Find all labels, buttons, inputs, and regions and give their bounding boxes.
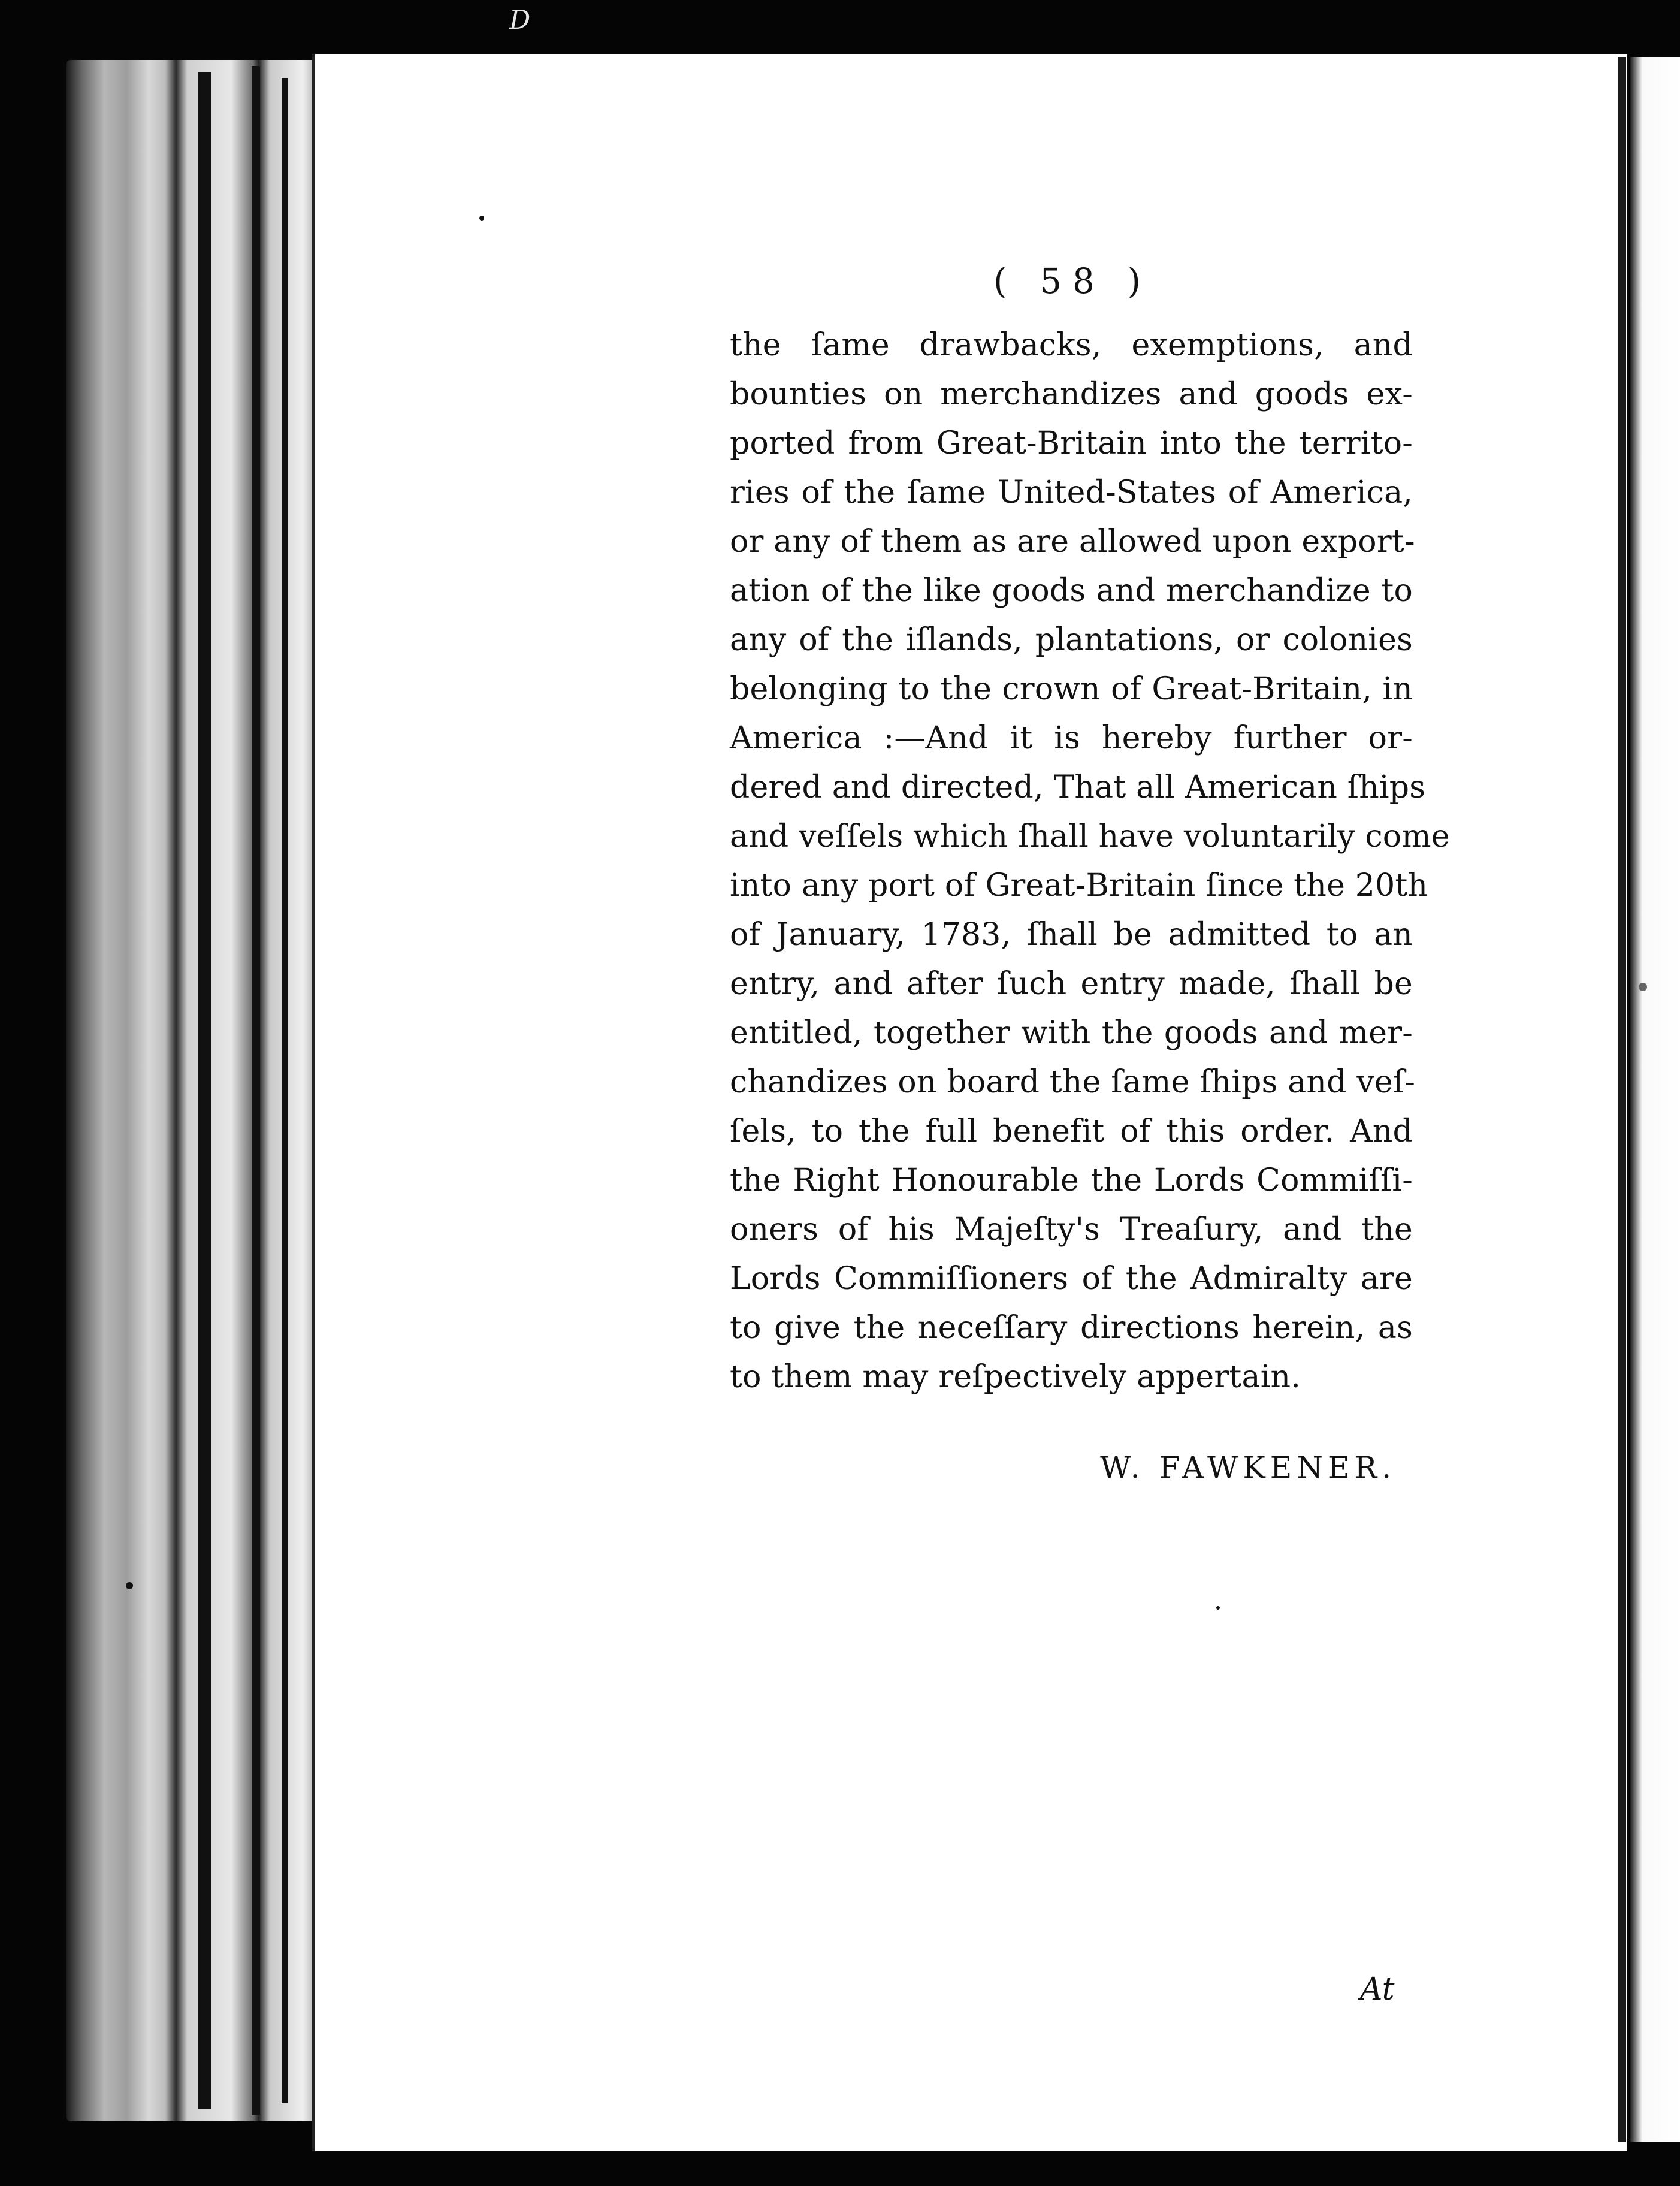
signature: W. FAWKENER. (1100, 1450, 1396, 1485)
text-line: the Right Honourable the Lords Commiſſi- (730, 1163, 1413, 1198)
text-line: any of the iſlands, plantations, or colonies (730, 622, 1413, 658)
text-line-last: to them may reſpectively appertain. (730, 1359, 1301, 1395)
facing-page-gutter (1618, 57, 1626, 2142)
text-line: entry, and after ſuch entry made, ſhall be (730, 966, 1413, 1002)
text-line: bounties on merchandizes and goods ex- (730, 376, 1413, 412)
text-line: Lords Commiſſioners of the Admiralty are (730, 1261, 1413, 1297)
text-line: and veſſels which ſhall have voluntarily come (730, 819, 1450, 855)
body-text (730, 321, 1450, 1402)
text-line: to give the neceſſary directions herein, as (730, 1310, 1413, 1346)
ink-speck (1216, 1606, 1220, 1610)
text-line: entitled, together with the goods and mer- (730, 1015, 1413, 1051)
text-line: the ſame drawbacks, exemptions, and (730, 327, 1413, 363)
text-line: dered and directed, That all American ſhips (730, 769, 1426, 805)
text-line: oners of his Majeſty's Treaſury, and the (730, 1212, 1413, 1248)
text-line: into any port of Great-Britain ſince the 20th (730, 868, 1428, 904)
spine-shadow-line (198, 72, 211, 2109)
catchword: At (1360, 1971, 1395, 2007)
facing-page-edge (1630, 57, 1680, 2142)
page-number: ( 58 ) (993, 261, 1152, 301)
text-line: ries of the ſame United-States of America, (730, 475, 1413, 511)
text-line: or any of them as are allowed upon export- (730, 524, 1415, 560)
text-line: belonging to the crown of Great-Britain, in (730, 671, 1413, 707)
text-line: ation of the like goods and merchandize to (730, 573, 1413, 609)
text-line: chandizes on board the ſame ſhips and veſ- (730, 1064, 1416, 1100)
ink-speck (479, 216, 484, 221)
text-line: ported from Great-Britain into the territo- (730, 425, 1413, 461)
text-line: America :—And it is hereby further or- (730, 720, 1413, 756)
text-line: of January, 1783, ſhall be admitted to an (730, 917, 1413, 953)
spine-shadow-line (252, 66, 260, 2115)
spine-shadow-line (282, 78, 288, 2103)
ink-speck (1639, 983, 1647, 991)
corner-mark: D (509, 5, 531, 35)
text-line: ſels, to the full benefit of this order. And (730, 1113, 1413, 1149)
ink-speck (126, 1582, 133, 1589)
